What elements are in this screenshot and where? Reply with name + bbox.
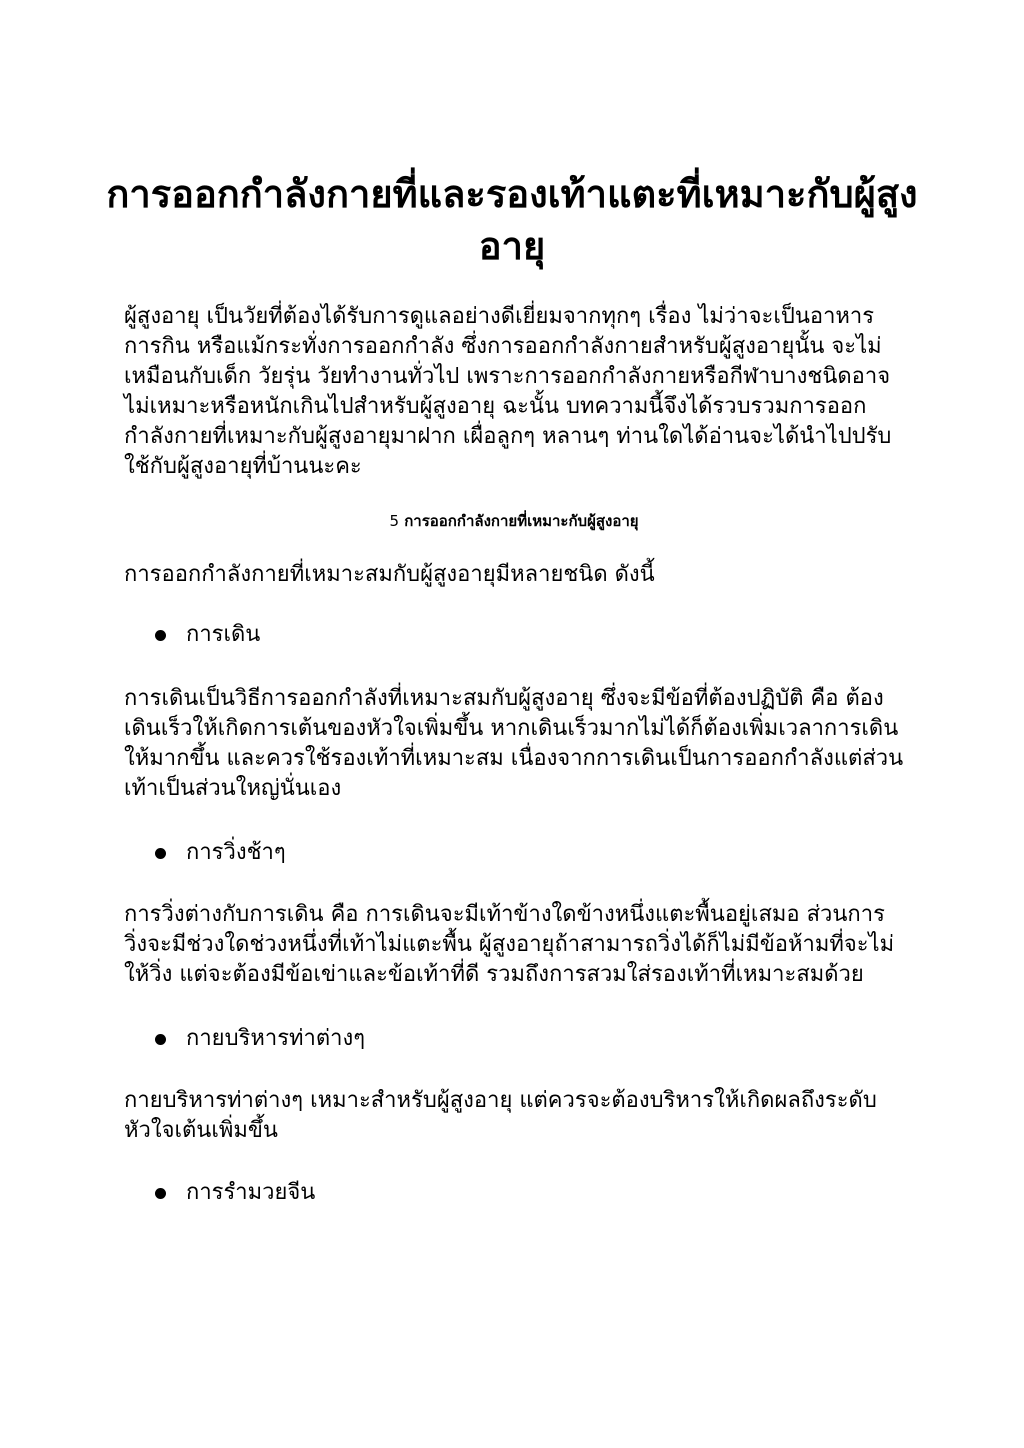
bullet-dot-icon [155,1034,166,1045]
bullet-label: การวิ่งช้าๆ [186,840,286,865]
intro-paragraph: ผู้สูงอายุ เป็นวัยที่ต้องได้รับการดูแลอย่างดีเยี่ยมจากทุกๆ เรื่อง ไม่ว่าจะเป็นอาหารการกิน หรือแม้กระทั่งการออกกำลัง ซึ่งการออกกำลังกายสำหรับผู้สูงอายุนั้น จะไม่เหมือนกับเด็ก วัยรุ่น วัยทำงานทั่วไป เพราะการออกกำลังกายหรือกีฬาบางชนิดอาจไม่เหมาะหรือหนักเกินไปสำหรับผู้สูงอายุ ฉะนั้น บทความนี้จึงได้รวบรวมการออกกำลังกายที่เหมาะกับผู้สูงอายุมาฝาก เผื่อลูกๆ หลานๆ ท่านใดได้อ่านจะได้นำไปปรับใช้กับผู้สูงอายุที่บ้านนะคะ [124,304,892,479]
exercise-paragraph: กายบริหารท่าต่างๆ เหมาะสำหรับผู้สูงอายุ แต่ควรจะต้องบริหารให้เกิดผลถึงระดับหัวใจเต้นเพิ่มขึ้น [124,1088,877,1143]
lead-paragraph: การออกกำลังกายที่เหมาะสมกับผู้สูงอายุมีหลายชนิด ดังนี้ [124,562,655,587]
bullet-label: กายบริหารท่าต่างๆ [186,1026,366,1051]
bullet-exercise [155,1024,895,1054]
bullet-dot-icon [155,848,166,859]
page-title: การออกกำลังกายที่และรองเท้าแตะที่เหมาะกับผู้สูงอายุ [106,172,918,268]
subheading-number: 5 [389,512,399,530]
bullet-label: การเดิน [186,622,261,647]
bullet-jogging [155,838,895,868]
walking-paragraph: การเดินเป็นวิธีการออกกำลังที่เหมาะสมกับผู้สูงอายุ ซึ่งจะมีข้อที่ต้องปฏิบัติ คือ ต้องเดินเร็วให้เกิดการเต้นของหัวใจเพิ่มขึ้น หากเดินเร็วมากไม่ได้ก็ต้องเพิ่มเวลาการเดินให้มากขึ้น และควรใช้รองเท้าที่เหมาะสม เนื่องจากการเดินเป็นการออกกำลังแต่ส่วนเท้าเป็นส่วนใหญ่นั่นเอง [124,686,904,801]
bullet-walking [155,620,895,650]
jogging-paragraph: การวิ่งต่างกับการเดิน คือ การเดินจะมีเท้าข้างใดข้างหนึ่งแตะพื้นอยู่เสมอ ส่วนการวิ่งจะมีช่วงใดช่วงหนึ่งที่เท้าไม่แตะพื้น ผู้สูงอายุถ้าสามารถวิ่งได้ก็ไม่มีข้อห้ามที่จะไม่ให้วิ่ง แต่จะต้องมีข้อเข่าและข้อเท้าที่ดี รวมถึงการสวมใส่รองเท้าที่เหมาะสมด้วย [124,902,895,987]
subheading-text: การออกกำลังกายที่เหมาะกับผู้สูงอายุ [404,512,639,530]
bullet-dot-icon [155,1188,166,1199]
section-subheading [124,510,904,532]
bullet-dot-icon [155,630,166,641]
bullet-label: การรำมวยจีน [186,1180,316,1205]
bullet-taichi [155,1178,895,1208]
